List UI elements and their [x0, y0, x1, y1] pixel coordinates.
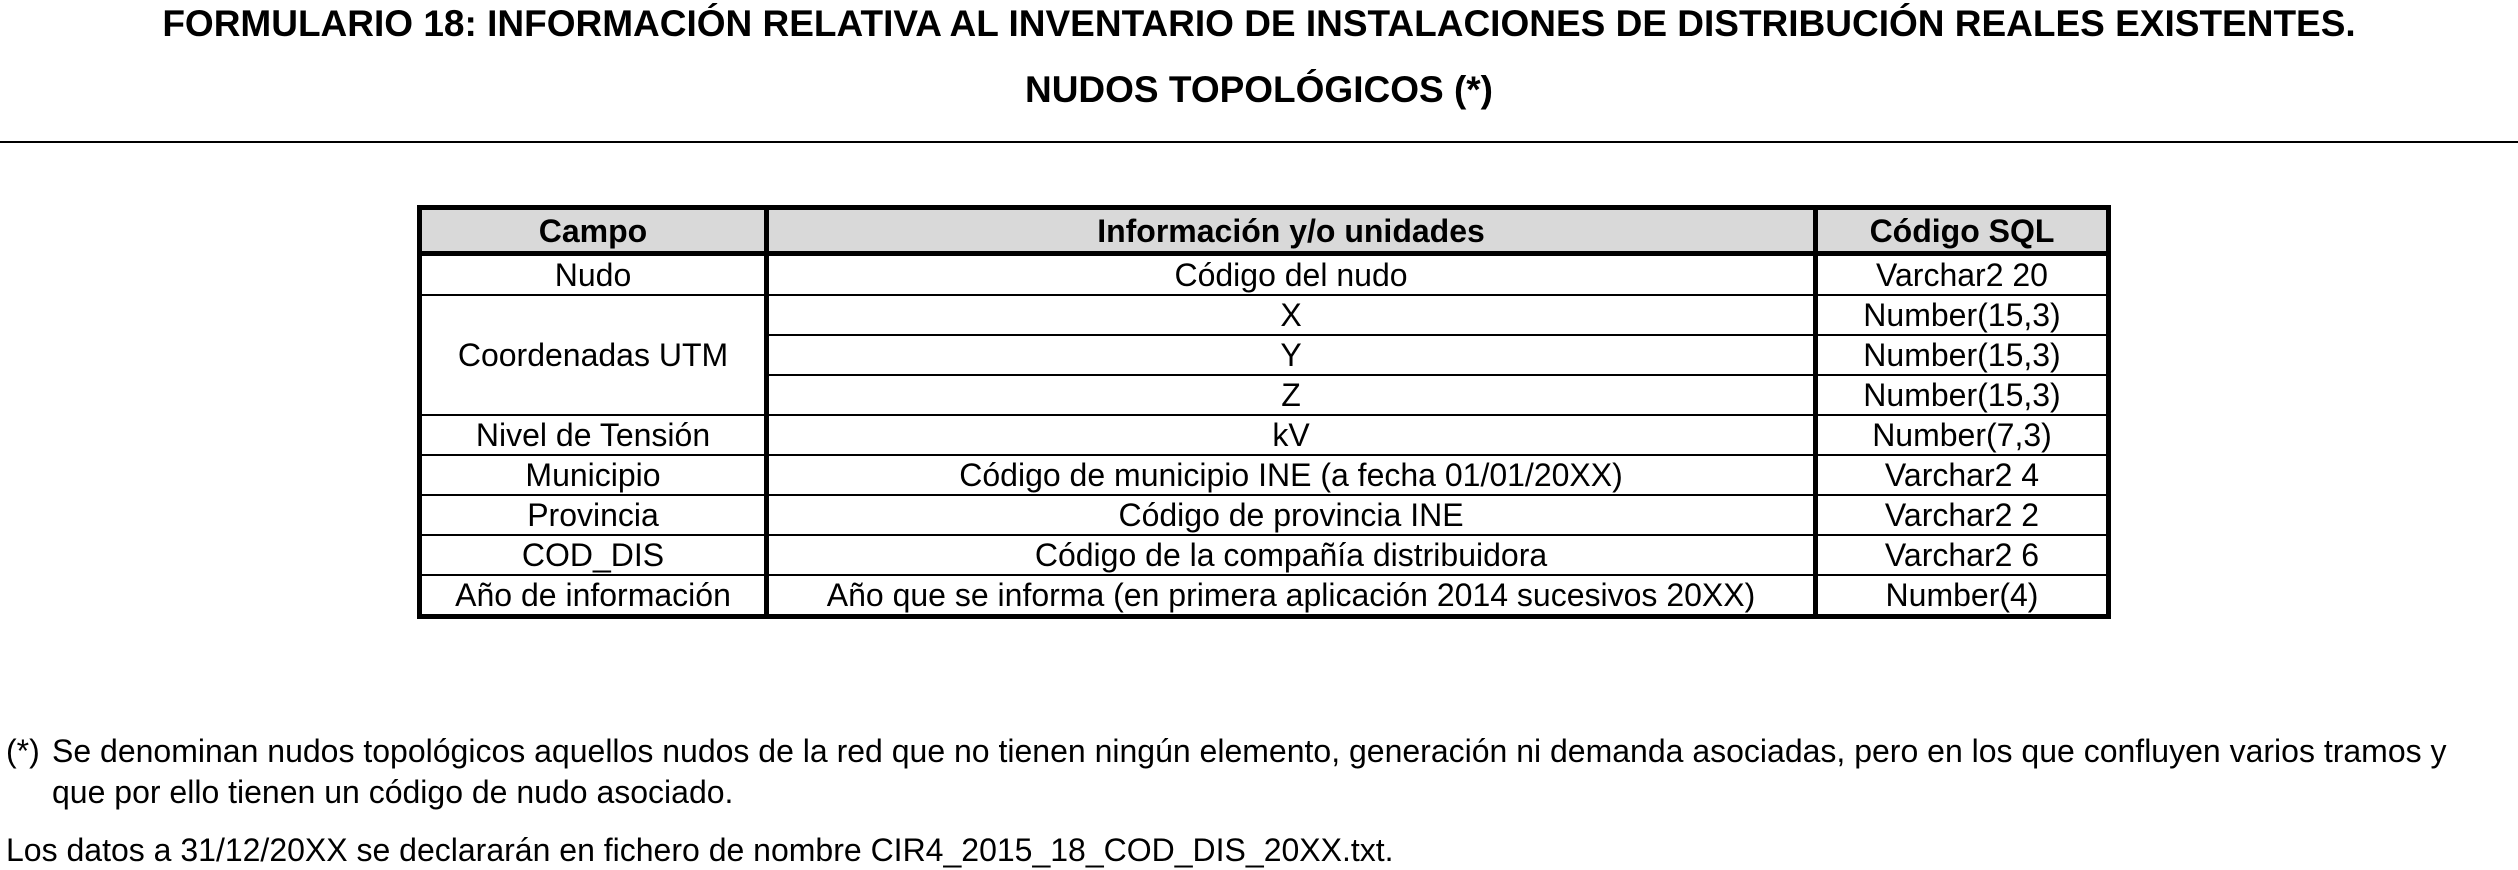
cell-sql: Varchar2 20 [1816, 254, 2109, 296]
header-campo: Campo [420, 208, 767, 254]
cell-campo: Provincia [420, 495, 767, 535]
cell-campo: COD_DIS [420, 535, 767, 575]
table-row [420, 455, 2109, 495]
cell-info: Código de municipio INE (a fecha 01/01/20XX) [767, 455, 1816, 495]
header-codigo-sql: Código SQL [1816, 208, 2109, 254]
cell-sql: Number(7,3) [1816, 415, 2109, 455]
cell-sql: Varchar2 6 [1816, 535, 2109, 575]
footnote [6, 731, 2506, 813]
cell-info: Z [767, 375, 1816, 415]
closing-note: Los datos a 31/12/20XX se declararán en fichero de nombre CIR4_2015_18_COD_DIS_20XX.txt. [6, 832, 1394, 868]
table-row [420, 295, 2109, 335]
cell-campo: Municipio [420, 455, 767, 495]
cell-sql: Number(4) [1816, 575, 2109, 617]
cell-sql: Varchar2 4 [1816, 455, 2109, 495]
header-informacion: Información y/o unidades [767, 208, 1816, 254]
cell-campo: Coordenadas UTM [420, 295, 767, 415]
cell-info: Año que se informa (en primera aplicación 2014 sucesivos 20XX) [767, 575, 1816, 617]
form-title-line-1: FORMULARIO 18: INFORMACIÓN RELATIVA AL INVENTARIO DE INSTALACIONES DE DISTRIBUCIÓN REALES EXISTENTES. [162, 3, 2356, 44]
cell-campo: Nivel de Tensión [420, 415, 767, 455]
footnote-mark: (*) [6, 733, 40, 769]
table-header-row [420, 208, 2109, 254]
cell-sql: Number(15,3) [1816, 295, 2109, 335]
cell-campo: Nudo [420, 254, 767, 296]
cell-sql: Varchar2 2 [1816, 495, 2109, 535]
table-row [420, 415, 2109, 455]
cell-info: kV [767, 415, 1816, 455]
form-title-line-2: NUDOS TOPOLÓGICOS (*) [1024, 69, 1493, 110]
cell-info: Y [767, 335, 1816, 375]
form-title [0, 0, 2518, 143]
table-row [420, 254, 2109, 296]
cell-info: Código de la compañía distribuidora [767, 535, 1816, 575]
cell-sql: Number(15,3) [1816, 335, 2109, 375]
cell-campo: Año de información [420, 575, 767, 617]
table-row [420, 535, 2109, 575]
cell-info: Código de provincia INE [767, 495, 1816, 535]
table-row [420, 575, 2109, 617]
cell-info: X [767, 295, 1816, 335]
cell-info: Código del nudo [767, 254, 1816, 296]
footnote-text: Se denominan nudos topológicos aquellos nudos de la red que no tienen ningún elemento, generación ni demanda asociadas, pero en los que confluyen varios tramos y que por ello tienen un código de nudo asociado. [52, 733, 2447, 810]
table-row [420, 495, 2109, 535]
cell-sql: Number(15,3) [1816, 375, 2109, 415]
inventory-table [417, 205, 2111, 619]
